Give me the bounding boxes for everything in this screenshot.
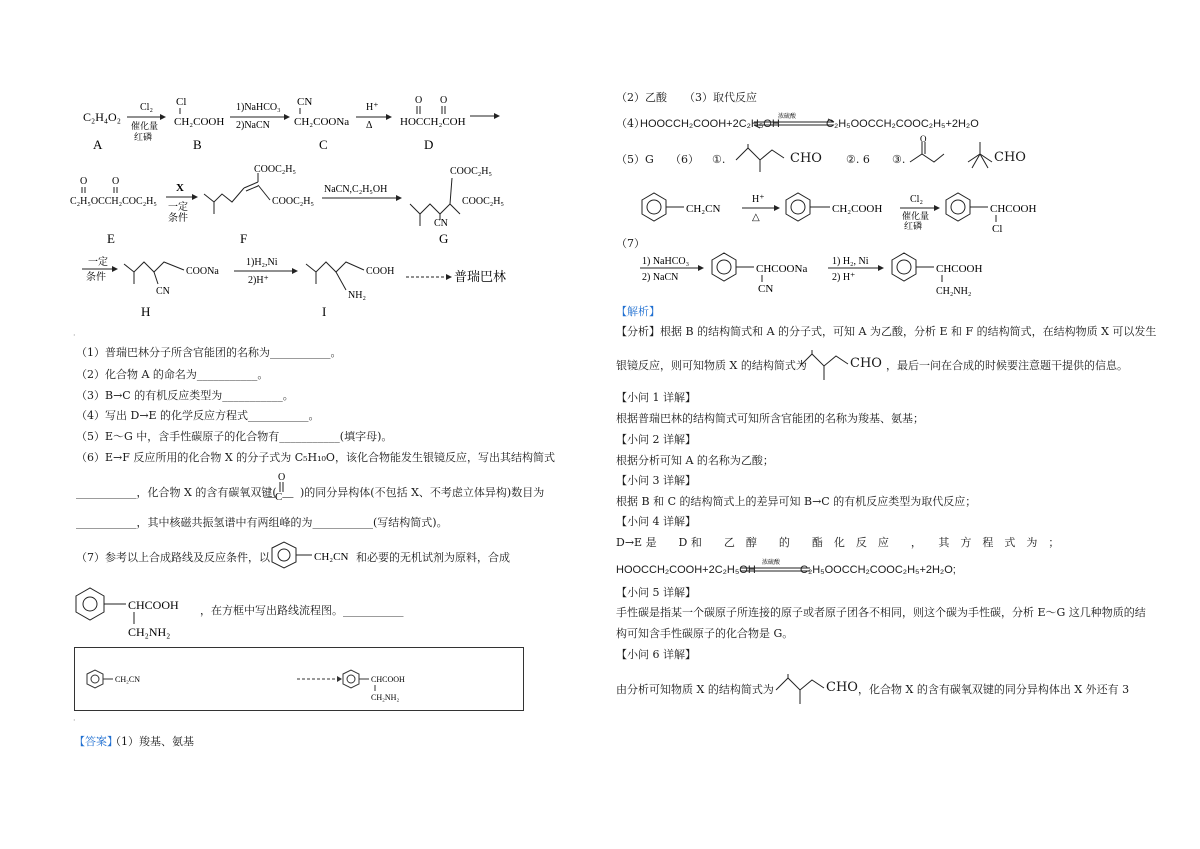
cho-1: CHO: [790, 151, 822, 166]
section-4-text: D→E 是 D 和 乙 醇 的 酯 化 反 应 ， 其 方 程 式 为 ；: [616, 536, 1060, 549]
svg-text:CH₂NH₂: CH₂NH₂: [936, 286, 972, 297]
cho-s6: CHO: [826, 680, 858, 695]
opt-3: ③.: [892, 153, 906, 166]
analysis-tag: 【解析】: [616, 305, 660, 318]
section-3-text: 根据 B 和 C 的结构简式上的差异可知 B→C 的有机反应类型为取代反应；: [616, 495, 977, 508]
question-2: （2）化合物 A 的命名为___________。: [76, 368, 269, 381]
section-6-text1: 由分析可知物质 X 的结构简式为: [616, 683, 774, 696]
answer-1: （1）羧基、氨基: [110, 735, 194, 748]
arrow5-top: NaCN,C₂H₅OH: [324, 184, 388, 195]
route-step-2: [640, 252, 1060, 302]
cho-2: CHO: [994, 150, 1026, 165]
answer-box: [74, 647, 524, 711]
arrow4-top: X: [176, 182, 184, 194]
question-1: （1）普瑞巴林分子所含官能团的名称为___________。: [76, 346, 342, 359]
section-4: 【小问 4 详解】: [616, 515, 696, 528]
analysis-line2b: ，最后一问在合成的时候要注意题干提供的信息。: [886, 359, 1128, 372]
arrow6-bottom: 条件: [86, 272, 106, 283]
svg-text:—C—: —C—: [264, 491, 294, 503]
right-column: [600, 0, 1200, 849]
section-5: 【小问 5 详解】: [616, 586, 696, 599]
answer-5: （5）G: [616, 153, 654, 166]
svg-text:2) H⁺: 2) H⁺: [832, 272, 856, 283]
left-column: C₂H₄O₂ A Cl₂ 催化量 红磷 Cl CH₂COOH B 1)NaHCO₃ 2)NaCN CN CH₂COONa C H⁺ Δ O O HOCCH₂COH D O O C₂H₅OCCH₂COC₂H₅ E X 一定 条件 COOC₂H₅ COOC₂H₅ F NaCN,C₂H₅OH COOC₂H₅ COOC₂H₅ CN G 一定 条件 COONa CN H 1)H₂,Ni 2)H⁺ COOH NH₂ I 普瑞巴林 · （1）普瑞巴林分子所含官能团的名称为___________。 （2）化合物 A 的命名为___________。 （3）B→C 的有机反应类型为___________。 （4）写出 D→E 的化学反应方程式___________。 （5）E～G 中，含手性碳原子的化合物有___________(填字母)。 （6）E→F 反应所用的化合物 X 的分子式为 C₅H₁₀O，该化合物能发生银镜反应，写出其结构简式 ___________，化合物 X 的含有碳氧双键( O —C— )的同分异构体(不包括 X、不考虑立体异构)数目为 ___________，其中核磁共振氢谱中有两组峰的为___________(写结构简式)。 （7）参考以上合成路线及反应条件，以 CH₂CN 和必要的无机试剂为原料，合成 CHCOOH CH₂NH₂ ，在方框中写出路线流程图。___________ CH₂CN CHCOOH CH₂NH₂ · 【答案】 （1）羧基、氨基: [0, 0, 600, 849]
svg-text:1) H₂, Ni: 1) H₂, Ni: [832, 256, 869, 267]
compound-c-top: CN: [297, 96, 313, 108]
eq4-left: HOOCCH₂COOH+2C₂H₅OH: [640, 118, 780, 130]
svg-text:浓硫酸: 浓硫酸: [762, 560, 781, 566]
section-5-text1: 手性碳是指某一个碳原子所连接的原子或者原子团各不相同，则这个碳为手性碳，分析 E～G 这几种物质的结: [616, 606, 1146, 619]
label-b: B: [193, 137, 202, 152]
svg-text:红磷: 红磷: [904, 221, 923, 231]
arrow4-bottom2: 条件: [168, 213, 188, 224]
answer-7: （7）: [616, 237, 645, 250]
svg-text:O: O: [278, 472, 286, 483]
label-c: C: [319, 137, 328, 152]
arrow1-bottom2: 红磷: [134, 132, 153, 142]
compound-i-bottom: NH₂: [348, 290, 366, 301]
compound-b-main: CH₂COOH: [174, 116, 225, 128]
label-e: E: [107, 231, 115, 246]
answer-tag: 【答案】: [74, 735, 118, 748]
svg-text:2) NaCN: 2) NaCN: [642, 272, 679, 283]
svg-text:H⁺: H⁺: [752, 194, 765, 205]
svg-text:浓硫酸: 浓硫酸: [778, 114, 797, 120]
analysis-line1: 【分析】根据 B 的结构简式和 A 的分子式，可知 A 为乙酸，分析 E 和 F 的结构简式，在结构物质 X 可以发生: [616, 325, 1157, 338]
compound-b-top: Cl: [176, 96, 187, 108]
arrow3-top: H⁺: [366, 102, 379, 113]
svg-text:CH₂NH₂: CH₂NH₂: [128, 625, 171, 639]
target-structure: [72, 584, 212, 644]
section-2: 【小问 2 详解】: [616, 433, 696, 446]
question-7-cont: 和必要的无机试剂为原料，合成: [356, 551, 510, 564]
opt-2: ②. 6: [846, 153, 870, 166]
answer-3: （3）取代反应: [684, 91, 757, 104]
section-6-text2: ，化合物 X 的含有碳氧双键的同分异构体出 X 外还有 3: [858, 683, 1130, 696]
svg-text:CHCOOH: CHCOOH: [128, 598, 179, 612]
answer-4-prefix: （4）: [616, 117, 645, 130]
compound-g-top: COOC₂H₅: [450, 166, 492, 177]
question-6-line2a: ___________，化合物 X 的含有碳氧双键(: [76, 486, 277, 499]
answer-6: （6）: [670, 153, 699, 166]
label-i: I: [322, 304, 327, 319]
arrow1-top: Cl₂: [140, 102, 153, 113]
arrow3-bottom: Δ: [366, 120, 373, 131]
compound-f-bottom: COOC₂H₅: [272, 196, 314, 207]
arrow7-top: 1)H₂,Ni: [246, 257, 278, 268]
eq4-right: C₂H₅OOCCH₂COOC₂H₅+2H₂O: [826, 118, 979, 130]
svg-text:CHCOOH: CHCOOH: [936, 263, 983, 275]
question-4: （4）写出 D→E 的化学反应方程式___________。: [76, 409, 320, 422]
svg-text:CH₂CN: CH₂CN: [314, 551, 349, 563]
question-3: （3）B→C 的有机反应类型为___________。: [76, 389, 294, 402]
benzyl-cyanide-structure: [262, 538, 352, 578]
svg-text:催化量: 催化量: [902, 211, 930, 221]
label-h: H: [141, 304, 151, 319]
question-7: （7）参考以上合成路线及反应条件，以: [76, 551, 270, 564]
svg-text:CH₂COOH: CH₂COOH: [832, 203, 883, 215]
label-f: F: [240, 231, 248, 246]
svg-text:CH₂NH₂: CH₂NH₂: [371, 693, 400, 702]
product-name: 普瑞巴林: [454, 269, 507, 284]
section-1-text: 根据普瑞巴林的结构简式可知所含官能团的名称为羧基、氨基；: [616, 412, 924, 425]
arrow6-top: 一定: [88, 257, 108, 268]
svg-text:CHCOOH: CHCOOH: [371, 675, 405, 684]
section-3: 【小问 3 详解】: [616, 474, 696, 487]
label-g: G: [439, 231, 449, 246]
svg-text:△: △: [752, 212, 760, 223]
compound-g-right: COOC₂H₅: [462, 196, 504, 207]
svg-text:O: O: [80, 176, 88, 187]
question-6-line2b: )的同分异构体(不包括 X、不考虑立体异构)数目为: [300, 486, 545, 499]
svg-text:CH₂CN: CH₂CN: [686, 203, 721, 215]
arrow1-bottom1: 催化量: [131, 121, 159, 131]
section-6: 【小问 6 详解】: [616, 648, 696, 661]
cho-analysis: CHO: [850, 356, 882, 371]
svg-text:O: O: [440, 95, 448, 106]
s4-eq-right: C₂H₅OOCCH₂COOC₂H₅+2H₂O;: [800, 564, 956, 576]
arrow7-bottom: 2)H⁺: [248, 275, 269, 286]
compound-g-bottom: CN: [434, 218, 448, 229]
opt-1: ①.: [712, 153, 726, 166]
arrow4-bottom1: 一定: [168, 202, 188, 213]
compound-h-right: COONa: [186, 266, 219, 277]
svg-text:CN: CN: [758, 283, 774, 295]
compound-h-bottom: CN: [156, 286, 170, 297]
compound-d-main: HOCCH₂COH: [400, 116, 466, 128]
section-1: 【小问 1 详解】: [616, 391, 696, 404]
answer-2: （2）乙酸: [616, 91, 667, 104]
question-6-line3: ___________，其中核磁共振氢谱中有两组峰的为___________(写结构简式)。: [76, 516, 448, 529]
label-a: A: [93, 137, 103, 152]
compound-f-top: COOC₂H₅: [254, 164, 296, 175]
svg-text:O: O: [112, 176, 120, 187]
s4-eq-left: HOOCCH₂COOH+2C₂H₅OH: [616, 564, 756, 576]
svg-text:Cl₂: Cl₂: [910, 194, 923, 205]
arrow2-top: 1)NaHCO₃: [236, 102, 281, 113]
question-5: （5）E～G 中，含手性碳原子的化合物有___________(填字母)。: [76, 430, 393, 443]
svg-text:CH₂CN: CH₂CN: [115, 675, 141, 684]
analysis-line2a: 银镜反应，则可知物质 X 的结构简式为: [616, 359, 807, 372]
svg-text:CHCOONa: CHCOONa: [756, 263, 808, 275]
question-6: （6）E→F 反应所用的化合物 X 的分子式为 C₅H₁₀O，该化合物能发生银镜反应，写出其结构简式: [76, 451, 555, 464]
section-2-text: 根据分析可知 A 的名称为乙酸；: [616, 454, 774, 467]
svg-text:Cl: Cl: [992, 223, 1003, 235]
svg-text:O: O: [415, 95, 423, 106]
svg-text:O: O: [920, 134, 927, 144]
compound-e-main: C₂H₅OCCH₂COC₂H₅: [70, 196, 157, 207]
section-5-text2: 构可知含手性碳原子的化合物是 G。: [616, 627, 794, 640]
compound-a-formula: C₂H₄O₂: [83, 110, 121, 124]
arrow2-bottom: 2)NaCN: [236, 120, 270, 131]
label-d: D: [424, 137, 434, 152]
question-7-end: ，在方框中写出路线流程图。___________: [200, 604, 404, 617]
route-step-1: [636, 188, 1076, 238]
svg-text:1) NaHCO₃: 1) NaHCO₃: [642, 256, 690, 267]
compound-c-main: CH₂COONa: [294, 116, 350, 128]
svg-text:CHCOOH: CHCOOH: [990, 203, 1037, 215]
compound-i-right: COOH: [366, 266, 395, 277]
synthesis-scheme: [0, 0, 600, 340]
